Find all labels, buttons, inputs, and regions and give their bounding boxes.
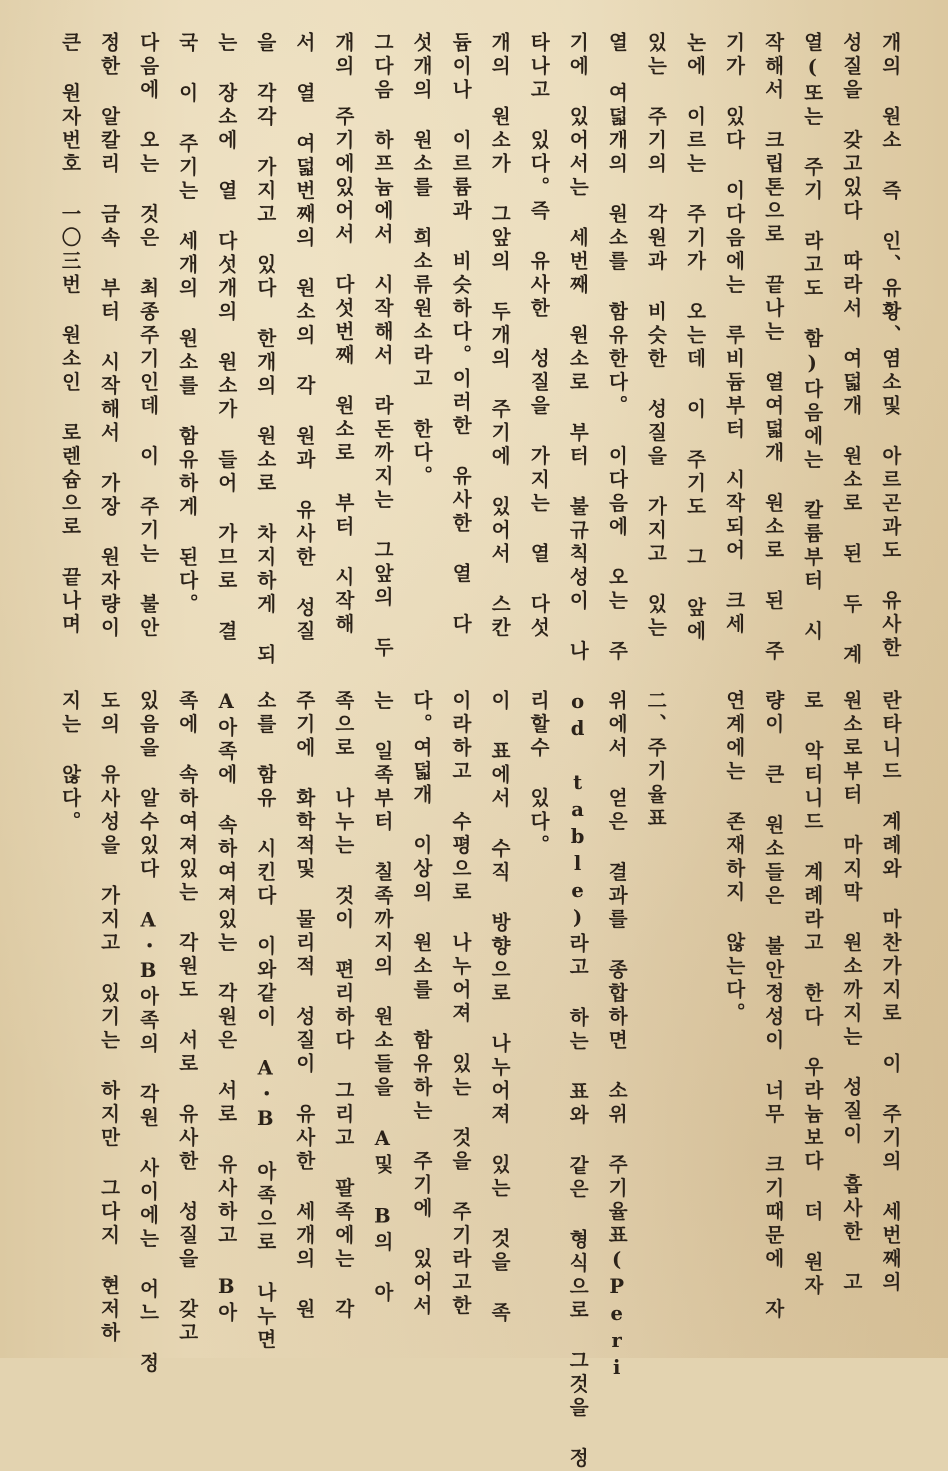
upper-text-block (58, 32, 902, 668)
text-column: 있음을 알수있다 A・B아족의 각원 사이에는 어느 정 (136, 690, 160, 1376)
text-column: 열 여덟개의 원소를 함유한다。 이다음에 오는 주 (605, 32, 629, 664)
text-column: 기가 있다 이다음에는 루비듐부터 시작되어 크세 (722, 32, 746, 637)
text-column: 큰 원자번호 一〇三번 원소인 로렌슘으로 끝나며 (58, 32, 82, 637)
text-column: 란타니드 계례와 마찬가지로 이 주기의 세번째의 (878, 690, 902, 1295)
text-column: A아족에 속하여져있는 각원은 서로 유사하고 B아 (214, 690, 238, 1326)
text-column: 개의 원소 즉 인、유황、염소및 아르곤과도 유사한 (878, 32, 902, 661)
text-column: 열(또는 주기 라고도 함)다음에는 칼륨부터 시 (800, 32, 824, 644)
text-column: 족에 속하여져있는 각원도 서로 유사한 성질을 갖고 (175, 690, 199, 1346)
text-column: 다음에 오는 것은 최종주기인데 이 주기는 불안 (136, 32, 160, 641)
text-column: 을 각각 가지고 있다 한개의 원소로 차지하게 되 (253, 32, 277, 668)
text-column: 작해서 크립톤으로 끝나는 열여덟개 원소로 된 주 (761, 32, 785, 664)
text-column: 정한 알칼리 금속 부터 시작해서 가장 원자량이 (97, 32, 121, 641)
text-column: 원소로부터 마지막 원소까지는 성질이 흡사한 고 (839, 690, 863, 1295)
text-column: 있는 주기의 각원과 비슷한 성질을 가지고 있는 (644, 32, 668, 641)
text-column: 섯개의 원소를 희소류원소라고 한다。 (410, 32, 434, 489)
text-column: 소를 함유 시킨다 이와같이 A・B 아족으로 나누면 (253, 690, 277, 1353)
text-column: 개의 주기에있어서 다섯번째 원소로 부터 시작해 (331, 32, 355, 637)
text-column: 이 표에서 수직 방향으로 나누어져 있는 것을 족 (488, 690, 512, 1326)
text-column: 는 일족부터 칠족까지의 원소들을 A및 B의 아 (370, 690, 394, 1306)
text-column: 주기에 화학적및 물리적 성질이 유사한 세개의 원 (292, 690, 316, 1322)
text-column: 지는 않다。 (58, 690, 82, 835)
text-column: 다。여덟개 이상의 원소를 함유하는 주기에 있어서 (409, 690, 433, 1319)
text-column: 타나고 있다。즉 유사한 성질을 가지는 열 다섯 (527, 32, 551, 641)
text-column: 듐이나 이르륨과 비슷하다。이러한 유사한 열 다 (449, 32, 473, 637)
text-column: 연계에는 존재하지 않는다。 (722, 690, 746, 1026)
text-column: 는 장소에 열 다섯개의 원소가 들어 가므로 결 (214, 32, 238, 644)
text-column: od table)라고 하는 표와 같은 형식으로 그것을 정 (566, 690, 590, 1471)
text-column: 국 이 주기는 세개의 원소를 함유하게 된다。 (175, 32, 199, 617)
text-column: 서 열 여덟번째의 원소의 각 원과 유사한 성질 (292, 32, 316, 644)
text-column: 이라하고 수평으로 나누어져 있는 것을 주기라고한 (448, 690, 472, 1319)
text-column: 개의 원소가 그앞의 두개의 주기에 있어서 스칸 (488, 32, 512, 641)
section-heading: 二、주기율표 (644, 690, 668, 831)
lower-text-block (58, 690, 902, 1471)
text-column: 기에 있어서는 세번째 원소로 부터 불규칙성이 나 (566, 32, 590, 664)
text-column: 위에서 얻은 결과를 종합하면 소위 주기율표(Peri (605, 690, 629, 1383)
text-column: 족으로 나누는 것이 편리하다 그리고 팔족에는 각 (331, 690, 355, 1322)
text-column: 성질을 갖고있다 따라서 여덟개 원소로 된 두 계 (839, 32, 863, 668)
text-column: 리할수 있다。 (527, 690, 551, 858)
text-column: 그다음 하프늄에서 시작해서 라돈까지는 그앞의 두 (371, 32, 394, 661)
text-column: 량이 큰 원소들은 불안정성이 너무 크기때문에 자 (761, 690, 785, 1322)
blank-column (685, 690, 705, 1335)
text-column: 논에 이르는 주기가 오는데 이 주기도 그 앞에 (683, 32, 707, 644)
text-column: 도의 유사성을 가지고 있기는 하지만 그다지 현저하 (97, 690, 121, 1346)
text-column: 로 악티니드 계례라고 한다 우라늄보다 더 원자 (800, 690, 824, 1299)
